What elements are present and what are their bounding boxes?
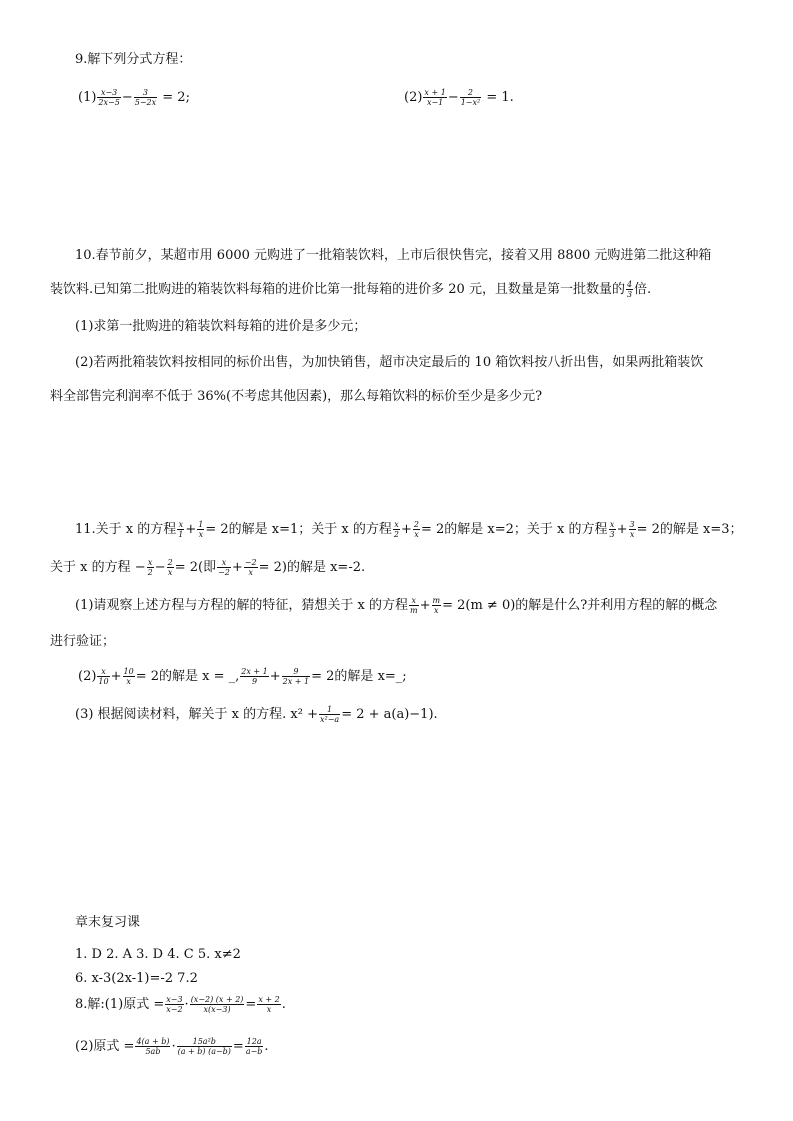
math-text: = 2 + a(a)−1). [341,707,438,722]
fraction-numerator: 12a [246,1037,262,1046]
fraction [460,88,482,107]
fraction [413,520,420,539]
fraction [147,558,154,577]
fraction [165,995,183,1014]
answers-line1: 1. D 2. A 3. D 4. C 5. x≠2 [75,947,241,962]
fraction-numerator: 2x + 1 [241,667,268,676]
q10-sub2-line2: 料全部售完利润率不低于 36%(不考虑其他因素)，那么每箱饮料的标价至少是多少元? [50,389,543,404]
q11-sub1-line2: 进行验证； [50,634,116,649]
fraction [626,280,633,299]
fraction-denominator: 2 [147,568,153,577]
math-text: + [110,669,122,684]
math-text: (1)请观察上述方程与方程的解的特征，猜想关于 x 的方程 [75,598,409,613]
fraction [134,88,157,107]
fraction [257,995,280,1014]
fraction-denominator: 1 [178,530,184,539]
q11-line1 [75,520,743,540]
math-text: 关于 x 的方程 − [50,560,146,575]
fraction-numerator: x [147,558,153,567]
fraction-numerator: 1 [198,520,204,529]
fraction [244,558,258,577]
fraction-denominator: (a + b) (a−b) [177,1047,231,1056]
math-text: = 1. [482,90,514,105]
math-text: = 2的解是 x = _, [135,669,240,684]
fraction [167,558,174,577]
fraction [245,1037,264,1056]
fraction-numerator: x [409,596,419,606]
math-text: (2) [78,669,97,684]
math-text: · [184,997,189,1012]
fraction [409,596,419,615]
math-text: . [281,997,286,1012]
math-text: + [231,560,243,575]
fraction [123,667,135,686]
fraction-numerator: x [97,667,109,677]
fraction-numerator: 15a²b [177,1037,232,1047]
fraction-numerator: 10 [123,667,134,676]
fraction-numerator: 3 [629,520,635,529]
fraction [423,88,446,107]
fraction-denominator: 2x + 1 [282,677,310,686]
q9-part2 [404,88,514,108]
math-text: + [401,522,412,537]
fraction [609,520,616,539]
fraction [177,1037,232,1056]
math-text: = 2; [158,90,190,105]
fraction-denominator: 5ab [145,1047,161,1056]
math-text: = 2的解是 x=2；关于 x 的方程 [421,522,608,537]
fraction-denominator: x [266,1005,272,1014]
math-text: = 2(m ≠ 0)的解是什么?并利用方程的解的概念 [442,598,718,613]
fraction-numerator: 3 [134,88,157,98]
math-text: + [185,522,197,537]
fraction-denominator: 9 [251,677,258,686]
fraction-numerator: x + 2 [258,995,280,1004]
fraction-denominator: x−2 [166,1005,183,1014]
math-text: = 2的解是 x=_; [311,669,407,684]
math-text: − [154,560,166,575]
fraction-denominator: 2 [393,530,399,539]
math-text: 装饮料.已知第二批购进的箱装饮料每箱的进价比第一批每箱的进价多 20 元，且数量是第一批数量的 [50,282,625,297]
fraction-denominator: x²−a [319,715,340,724]
math-text: (2) [404,90,423,105]
fraction-denominator: x [629,530,635,539]
fraction-numerator: 1 [319,705,340,715]
fraction-denominator: 2x−5 [98,98,120,107]
q11-sub2 [78,667,407,687]
fraction-denominator: m [410,606,418,615]
q11-sub1-line1 [75,596,717,616]
fraction-numerator: x−3 [166,995,183,1004]
fraction-numerator: 2 [413,520,419,529]
fraction-denominator: 3 [609,530,615,539]
math-text: · [171,1039,176,1054]
fraction-numerator: x [178,520,184,529]
fraction [190,995,245,1014]
math-text: = 2的解是 x=3； [636,522,743,537]
math-text: − [121,90,133,105]
fraction [177,520,184,539]
q9-title: 9.解下列分式方程： [75,52,192,67]
q10-sub2-line1: (2)若两批箱装饮料按相同的标价出售，为加快销售，超市决定最后的 10 箱饮料按八折出售，如果两批箱装饮 [75,355,704,370]
fraction [319,705,340,724]
q10-sub1: (1)求第一批购进的箱装饮料每箱的进价是多少元； [75,319,367,334]
fraction [217,558,231,577]
fraction-numerator: 2 [167,558,173,567]
fraction-denominator: x(x−3) [203,1005,231,1014]
fraction-denominator: x [248,568,253,577]
math-text: = 2)的解是 x=-2. [258,560,366,575]
fraction-denominator: 1−x² [460,98,481,107]
fraction-denominator: 10 [98,677,109,686]
math-text: 倍. [634,282,652,297]
fraction-denominator: −2 [218,568,230,577]
fraction-denominator: x [126,677,131,686]
fraction-denominator: a−b [245,1047,263,1056]
fraction-numerator: x [394,520,399,529]
fraction-numerator: 4(a + b) [136,1037,170,1046]
math-text: (2)原式 = [75,1039,135,1054]
answers-line8 [75,995,286,1015]
math-text: + [616,522,628,537]
fraction [240,667,268,686]
fraction [97,667,109,686]
answers-line8-part2 [75,1037,269,1057]
math-text: + [269,669,281,684]
q11-sub3 [75,705,438,725]
fraction-numerator: (x−2) (x + 2) [190,995,244,1004]
q10-line1: 10.春节前夕，某超市用 6000 元购进了一批箱装饮料，上市后很快售完，接着又用 8800 元购进第二批这种箱 [75,248,712,263]
q11-line2 [50,558,365,578]
fraction [97,88,120,107]
fraction-denominator: x−1 [426,98,444,107]
math-text: − [447,90,459,105]
fraction [197,520,204,539]
q9-p1-label: (1) [78,90,97,105]
fraction-denominator: 3 [626,290,633,299]
fraction-numerator: 9 [282,667,310,677]
fraction-numerator: x [609,520,615,529]
fraction-numerator: x−3 [97,88,120,98]
fraction-denominator: x [198,530,204,539]
fraction [393,520,400,539]
fraction [432,596,442,615]
math-text: 8.解:(1)原式 = [75,997,165,1012]
fraction-numerator: −2 [244,558,257,567]
math-text: . [264,1039,269,1054]
fraction-numerator: 2 [460,88,482,98]
fraction-denominator: x [167,568,173,577]
fraction-denominator: x [434,606,439,615]
answers-heading: 章末复习课 [75,915,141,930]
fraction-numerator: x [217,558,231,568]
math-text: = 2(即 [174,560,217,575]
fraction-denominator: x [414,530,419,539]
math-text: = [232,1039,244,1054]
fraction-numerator: 4 [626,280,633,289]
math-text: = [245,997,257,1012]
q9-part1 [78,88,190,108]
q10-line2 [50,280,651,300]
fraction [282,667,310,686]
fraction-denominator: 5−2x [134,98,157,107]
math-text: + [419,598,431,613]
math-text: = 2的解是 x=1；关于 x 的方程 [205,522,392,537]
fraction-numerator: m [432,596,441,605]
answers-line2: 6. x-3(2x-1)=-2 7.2 [75,971,198,986]
fraction [629,520,636,539]
fraction [135,1037,170,1056]
fraction-numerator: x + 1 [424,88,446,97]
math-text: 11.关于 x 的方程 [75,522,177,537]
math-text: (3) 根据阅读材料，解关于 x 的方程. x² + [75,707,318,722]
